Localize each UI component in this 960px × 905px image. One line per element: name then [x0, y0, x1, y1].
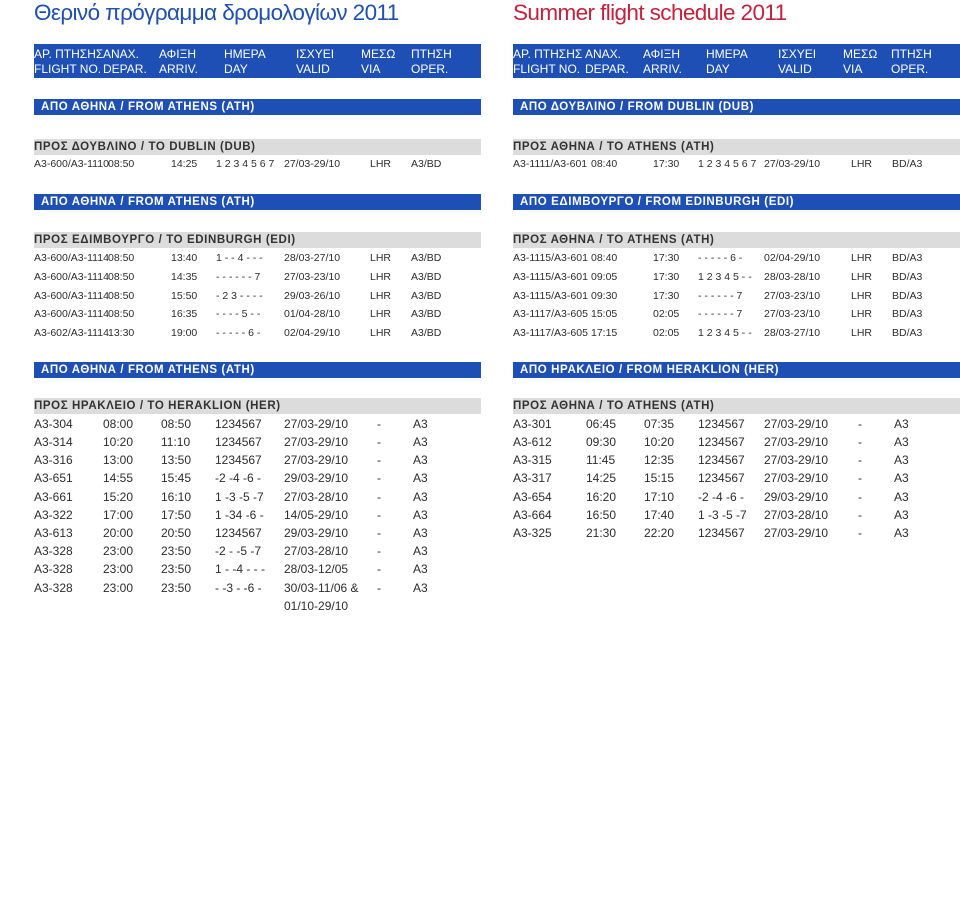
destination-heading: ΠΡΟΣ ΕΔΙΜΒΟΥΡΓΟ / TO EDINBURGH (EDI)	[34, 232, 481, 248]
cell-days: 1 -3 -5 -7	[698, 508, 747, 522]
header-via-en: VIA	[843, 62, 863, 76]
cell-valid: 27/03-29/10	[764, 417, 829, 431]
cell-valid: 27/03-28/10	[284, 544, 349, 558]
cell-oper: A3/BD	[411, 308, 442, 320]
cell-oper: A3	[413, 508, 428, 522]
table-row	[513, 506, 960, 524]
cell-days: - 2 3 - - - -	[216, 290, 263, 302]
header-via-gr: ΜΕΣΩ	[843, 47, 878, 61]
cell-oper: BD/A3	[892, 252, 923, 264]
cell-flight: A3-600/A3-1110	[34, 158, 109, 170]
cell-oper: A3	[413, 490, 428, 504]
cell-valid: 29/03-29/10	[284, 526, 349, 540]
cell-flight: A3-315	[513, 453, 552, 467]
cell-days: 1234567	[698, 526, 745, 540]
cell-oper: A3/BD	[411, 271, 442, 283]
table-row	[513, 287, 960, 305]
cell-days: 1 -3 -5 -7	[215, 490, 264, 504]
cell-depart: 23:00	[103, 581, 134, 595]
cell-depart: 21:30	[586, 526, 617, 540]
cell-depart: 20:00	[103, 526, 134, 540]
cell-arrive: 13:50	[161, 453, 192, 467]
cell-arrive: 14:35	[171, 271, 198, 283]
cell-via: LHR	[370, 327, 392, 339]
cell-depart: 14:25	[586, 471, 617, 485]
cell-days: 1234567	[698, 471, 745, 485]
cell-days: 1234567	[215, 526, 262, 540]
cell-flight: A3-1115/A3-601	[513, 290, 588, 302]
cell-days: -2 -4 -6 -	[698, 490, 745, 504]
cell-via: -	[858, 526, 862, 540]
cell-days: 1 - - 4 - - -	[216, 252, 263, 264]
header-via-en: VIA	[361, 62, 381, 76]
cell-depart: 08:40	[591, 252, 618, 264]
cell-valid: 27/03-29/10	[284, 158, 341, 170]
cell-valid: 27/03-23/10	[284, 271, 341, 283]
cell-oper: BD/A3	[892, 271, 923, 283]
destination-heading: ΠΡΟΣ ΑΘΗΝΑ / TO ATHENS (ATH)	[513, 232, 960, 248]
cell-arrive: 23:50	[161, 581, 192, 595]
column-header-bar	[513, 44, 960, 78]
section-heading: ΑΠΟ ΑΘΗΝΑ / FROM ATHENS (ATH)	[34, 194, 481, 210]
cell-oper: A3	[894, 435, 909, 449]
cell-days: 1234567	[698, 417, 745, 431]
cell-flight: A3-600/A3-1114	[34, 252, 109, 264]
cell-arrive: 16:10	[161, 490, 192, 504]
cell-flight: A3-1115/A3-601	[513, 271, 588, 283]
cell-depart: 09:30	[586, 435, 617, 449]
cell-valid: 28/03-27/10	[284, 252, 341, 264]
cell-depart: 11:45	[586, 453, 616, 467]
cell-oper: A3	[894, 508, 909, 522]
cell-valid: 29/03-29/10	[764, 490, 829, 504]
cell-arrive: 17:30	[653, 252, 680, 264]
cell-valid: 28/03-27/10	[764, 327, 821, 339]
table-row	[34, 268, 481, 286]
cell-via: -	[377, 562, 381, 576]
cell-flight: A3-612	[513, 435, 552, 449]
table-row	[513, 415, 960, 433]
cell-oper: BD/A3	[892, 158, 923, 170]
column-header-bar	[34, 44, 481, 78]
table-row	[34, 249, 481, 267]
cell-valid: 30/03-11/06 &	[284, 581, 359, 595]
cell-arrive: 08:50	[161, 417, 192, 431]
table-row	[34, 324, 481, 342]
cell-flight: A3-328	[34, 562, 73, 576]
cell-flight: A3-613	[34, 526, 73, 540]
cell-flight: A3-325	[513, 526, 552, 540]
header-oper-gr: ΠΤΗΣΗ	[411, 47, 452, 61]
cell-days: 1234567	[215, 417, 262, 431]
cell-oper: A3	[413, 544, 428, 558]
cell-via: -	[858, 417, 862, 431]
cell-valid: 27/03-29/10	[284, 435, 349, 449]
cell-arrive: 11:10	[161, 435, 191, 449]
cell-arrive: 17:50	[161, 508, 192, 522]
cell-depart: 14:55	[103, 471, 134, 485]
cell-oper: A3	[413, 435, 428, 449]
section-heading: ΑΠΟ ΗΡΑΚΛΕΙΟ / FROM HERAKLION (HER)	[513, 362, 960, 378]
cell-days: - - - - - - 7	[216, 271, 261, 283]
cell-oper: A3	[413, 417, 428, 431]
cell-flight: A3-304	[34, 417, 73, 431]
table-row	[513, 305, 960, 323]
cell-arrive: 17:30	[653, 290, 680, 302]
cell-days: 1 - -4 - - -	[215, 562, 265, 576]
cell-via: -	[858, 435, 862, 449]
table-row	[513, 451, 960, 469]
cell-oper: A3	[894, 417, 909, 431]
cell-days: -2 - -5 -7	[215, 544, 262, 558]
cell-depart: 15:05	[591, 308, 618, 320]
page-title-en: Summer flight schedule 2011	[513, 0, 787, 25]
cell-depart: 13:00	[103, 453, 134, 467]
cell-depart: 16:20	[586, 490, 617, 504]
cell-arrive: 10:20	[644, 435, 675, 449]
cell-flight: A3-316	[34, 453, 73, 467]
cell-oper: A3	[894, 453, 909, 467]
cell-valid: 02/04-29/10	[284, 327, 341, 339]
cell-depart: 10:20	[103, 435, 134, 449]
cell-valid: 27/03-29/10	[764, 453, 829, 467]
cell-depart: 09:30	[591, 290, 618, 302]
cell-valid: 27/03-28/10	[284, 490, 349, 504]
cell-depart: 15:20	[103, 490, 134, 504]
cell-via: LHR	[370, 308, 392, 320]
page-title: Θερινό πρόγραμμα δρομολογίων 2011	[34, 0, 399, 25]
table-row	[34, 506, 481, 524]
cell-depart: 16:50	[586, 508, 617, 522]
cell-flight: A3-314	[34, 435, 73, 449]
destination-heading: ΠΡΟΣ ΔΟΥΒΛΙΝΟ / TO DUBLIN (DUB)	[34, 139, 481, 155]
header-arriv-en: ARRIV.	[159, 62, 198, 76]
table-row	[34, 155, 481, 173]
header-flight-no-en: FLIGHT NO.	[513, 62, 581, 76]
cell-valid: 27/03-29/10	[764, 435, 829, 449]
destination-heading: ΠΡΟΣ ΗΡΑΚΛΕΙΟ / TO HERAKLION (HER)	[34, 398, 481, 414]
section-heading: ΑΠΟ ΔΟΥΒΛΙΝΟ / FROM DUBLIN (DUB)	[513, 99, 960, 115]
cell-via: LHR	[370, 290, 392, 302]
cell-arrive: 12:35	[644, 453, 675, 467]
cell-oper: A3	[413, 526, 428, 540]
cell-oper: A3/BD	[411, 252, 442, 264]
cell-via: LHR	[851, 290, 873, 302]
cell-flight: A3-600/A3-1114	[34, 290, 109, 302]
cell-depart: 23:00	[103, 562, 134, 576]
cell-valid: 01/10-29/10	[284, 599, 349, 613]
cell-arrive: 14:25	[171, 158, 198, 170]
cell-arrive: 20:50	[161, 526, 192, 540]
cell-flight: A3-600/A3-1114	[34, 308, 109, 320]
header-arriv-en: ARRIV.	[643, 62, 682, 76]
cell-valid: 28/03-12/05	[284, 562, 349, 576]
cell-oper: BD/A3	[892, 327, 923, 339]
table-row	[513, 155, 960, 173]
header-day-gr: ΗΜΕΡΑ	[706, 47, 748, 61]
section-heading: ΑΠΟ ΑΘΗΝΑ / FROM ATHENS (ATH)	[34, 99, 481, 115]
cell-days: 1 2 3 4 5 6 7	[216, 158, 275, 170]
cell-depart: 08:50	[108, 158, 135, 170]
cell-oper: BD/A3	[892, 308, 923, 320]
cell-days: 1234567	[215, 435, 262, 449]
table-row	[34, 560, 481, 578]
table-row	[34, 524, 481, 542]
cell-flight: A3-664	[513, 508, 552, 522]
table-row-continuation	[34, 597, 481, 615]
cell-depart: 08:50	[108, 271, 135, 283]
table-row	[34, 451, 481, 469]
cell-arrive: 17:10	[644, 490, 675, 504]
table-row	[34, 305, 481, 323]
cell-days: - - - - - - 7	[698, 290, 743, 302]
table-row	[513, 249, 960, 267]
cell-via: -	[377, 581, 381, 595]
cell-valid: 29/03-26/10	[284, 290, 341, 302]
cell-via: -	[377, 435, 381, 449]
table-row	[34, 579, 481, 597]
cell-oper: A3	[413, 471, 428, 485]
cell-flight: A3-600/A3-1114	[34, 271, 109, 283]
cell-flight: A3-1115/A3-601	[513, 252, 588, 264]
header-flight-no-en: FLIGHT NO.	[34, 62, 102, 76]
section-heading: ΑΠΟ ΑΘΗΝΑ / FROM ATHENS (ATH)	[34, 362, 481, 378]
cell-via: LHR	[851, 327, 873, 339]
cell-flight: A3-602/A3-1114	[34, 327, 109, 339]
cell-depart: 23:00	[103, 544, 134, 558]
cell-days: - - - - - - 7	[698, 308, 743, 320]
cell-depart: 06:45	[586, 417, 617, 431]
cell-oper: A3/BD	[411, 158, 442, 170]
cell-flight: A3-317	[513, 471, 552, 485]
cell-days: 1234567	[215, 453, 262, 467]
header-depar-en: DEPAR.	[103, 62, 147, 76]
table-row	[513, 268, 960, 286]
cell-flight: A3-661	[34, 490, 73, 504]
cell-via: -	[377, 544, 381, 558]
cell-valid: 27/03-29/10	[764, 471, 829, 485]
cell-via: -	[377, 526, 381, 540]
cell-valid: 27/03-23/10	[764, 290, 821, 302]
cell-valid: 01/04-28/10	[284, 308, 341, 320]
cell-via: -	[377, 508, 381, 522]
cell-arrive: 15:15	[644, 471, 675, 485]
cell-flight: A3-651	[34, 471, 73, 485]
header-arriv-gr: ΑΦΙΞΗ	[159, 47, 197, 61]
cell-oper: BD/A3	[892, 290, 923, 302]
cell-valid: 02/04-29/10	[764, 252, 821, 264]
table-row	[34, 542, 481, 560]
table-row	[34, 469, 481, 487]
table-row	[34, 433, 481, 451]
header-valid-en: VALID	[296, 62, 330, 76]
header-valid-gr: ΙΣΧΥΕΙ	[778, 47, 817, 61]
cell-via: LHR	[851, 308, 873, 320]
cell-days: 1 -34 -6 -	[215, 508, 264, 522]
cell-via: -	[377, 417, 381, 431]
header-arriv-gr: ΑΦΙΞΗ	[643, 47, 681, 61]
cell-arrive: 07:35	[644, 417, 675, 431]
table-row	[513, 469, 960, 487]
cell-arrive: 15:50	[171, 290, 198, 302]
cell-via: -	[377, 471, 381, 485]
cell-via: -	[858, 508, 862, 522]
header-depar-en: DEPAR.	[585, 62, 629, 76]
cell-days: - - - - - 6 -	[698, 252, 743, 264]
table-row	[513, 324, 960, 342]
cell-oper: A3	[894, 490, 909, 504]
cell-arrive: 22:20	[644, 526, 675, 540]
cell-flight: A3-654	[513, 490, 552, 504]
section-heading: ΑΠΟ ΕΔΙΜΒΟΥΡΓΟ / FROM EDINBURGH (EDI)	[513, 194, 960, 210]
cell-oper: A3	[413, 581, 428, 595]
header-day-en: DAY	[224, 62, 248, 76]
cell-arrive: 19:00	[171, 327, 198, 339]
cell-arrive: 23:50	[161, 562, 192, 576]
header-via-gr: ΜΕΣΩ	[361, 47, 396, 61]
cell-flight: A3-1117/A3-605	[513, 308, 588, 320]
header-valid-gr: ΙΣΧΥΕΙ	[296, 47, 335, 61]
cell-days: - -3 - -6 -	[215, 581, 262, 595]
cell-via: -	[377, 490, 381, 504]
cell-arrive: 02:05	[653, 327, 680, 339]
cell-depart: 08:00	[103, 417, 134, 431]
cell-depart: 08:50	[108, 308, 135, 320]
cell-valid: 27/03-29/10	[284, 417, 349, 431]
cell-oper: A3/BD	[411, 290, 442, 302]
page-bottom-margin	[0, 894, 960, 905]
cell-flight: A3-328	[34, 544, 73, 558]
cell-days: 1 2 3 4 5 - -	[698, 271, 752, 283]
cell-via: -	[377, 453, 381, 467]
cell-oper: A3	[894, 471, 909, 485]
cell-arrive: 17:40	[644, 508, 675, 522]
cell-arrive: 17:30	[653, 158, 680, 170]
cell-valid: 28/03-28/10	[764, 271, 821, 283]
cell-via: LHR	[370, 252, 392, 264]
cell-depart: 08:50	[108, 290, 135, 302]
table-row	[513, 433, 960, 451]
cell-days: 1 2 3 4 5 6 7	[698, 158, 757, 170]
table-row	[513, 524, 960, 542]
cell-days: 1234567	[698, 453, 745, 467]
cell-via: -	[858, 471, 862, 485]
cell-arrive: 16:35	[171, 308, 198, 320]
cell-oper: A3/BD	[411, 327, 442, 339]
cell-arrive: 13:40	[171, 252, 198, 264]
cell-days: - - - - - 6 -	[216, 327, 261, 339]
cell-via: LHR	[370, 271, 392, 283]
cell-depart: 08:40	[591, 158, 618, 170]
cell-valid: 27/03-29/10	[284, 453, 349, 467]
cell-days: - - - - 5 - -	[216, 308, 261, 320]
cell-via: LHR	[851, 158, 873, 170]
cell-flight: A3-322	[34, 508, 73, 522]
cell-flight: A3-301	[513, 417, 552, 431]
header-day-en: DAY	[706, 62, 730, 76]
cell-via: -	[858, 490, 862, 504]
header-flight-no-gr: ΑΡ. ΠΤΗΣΗΣ	[34, 47, 104, 61]
cell-valid: 27/03-29/10	[764, 526, 829, 540]
cell-days: 1234567	[698, 435, 745, 449]
destination-heading: ΠΡΟΣ ΑΘΗΝΑ / TO ATHENS (ATH)	[513, 139, 960, 155]
cell-arrive: 02:05	[653, 308, 680, 320]
header-flight-no-gr: ΑΡ. ΠΤΗΣΗΣ	[513, 47, 583, 61]
cell-oper: A3	[413, 453, 428, 467]
header-oper-gr: ΠΤΗΣΗ	[891, 47, 932, 61]
cell-depart: 13:30	[108, 327, 135, 339]
cell-valid: 27/03-28/10	[764, 508, 829, 522]
cell-valid: 29/03-29/10	[284, 471, 349, 485]
cell-via: LHR	[370, 158, 392, 170]
cell-arrive: 17:30	[653, 271, 680, 283]
cell-valid: 27/03-29/10	[764, 158, 821, 170]
cell-oper: A3	[413, 562, 428, 576]
cell-oper: A3	[894, 526, 909, 540]
table-row	[34, 287, 481, 305]
cell-flight: A3-1117/A3-605	[513, 327, 588, 339]
cell-days: 1 2 3 4 5 - -	[698, 327, 752, 339]
cell-depart: 17:15	[591, 327, 618, 339]
table-row	[34, 488, 481, 506]
header-day-gr: ΗΜΕΡΑ	[224, 47, 266, 61]
table-row	[513, 488, 960, 506]
cell-arrive: 23:50	[161, 544, 192, 558]
cell-arrive: 15:45	[161, 471, 192, 485]
cell-flight: A3-328	[34, 581, 73, 595]
header-depar-gr: ΑΝΑΧ.	[103, 47, 140, 61]
cell-via: LHR	[851, 271, 873, 283]
cell-depart: 09:05	[591, 271, 618, 283]
cell-depart: 17:00	[103, 508, 134, 522]
table-row	[34, 415, 481, 433]
cell-valid: 27/03-23/10	[764, 308, 821, 320]
cell-flight: A3-1111/A3-601	[513, 158, 588, 170]
destination-heading: ΠΡΟΣ ΑΘΗΝΑ / TO ATHENS (ATH)	[513, 398, 960, 414]
header-oper-en: OPER.	[891, 62, 929, 76]
cell-days: -2 -4 -6 -	[215, 471, 262, 485]
header-depar-gr: ΑΝΑΧ.	[585, 47, 622, 61]
cell-via: LHR	[851, 252, 873, 264]
cell-via: -	[858, 453, 862, 467]
header-oper-en: OPER.	[411, 62, 449, 76]
header-valid-en: VALID	[778, 62, 812, 76]
cell-valid: 14/05-29/10	[284, 508, 349, 522]
cell-depart: 08:50	[108, 252, 135, 264]
